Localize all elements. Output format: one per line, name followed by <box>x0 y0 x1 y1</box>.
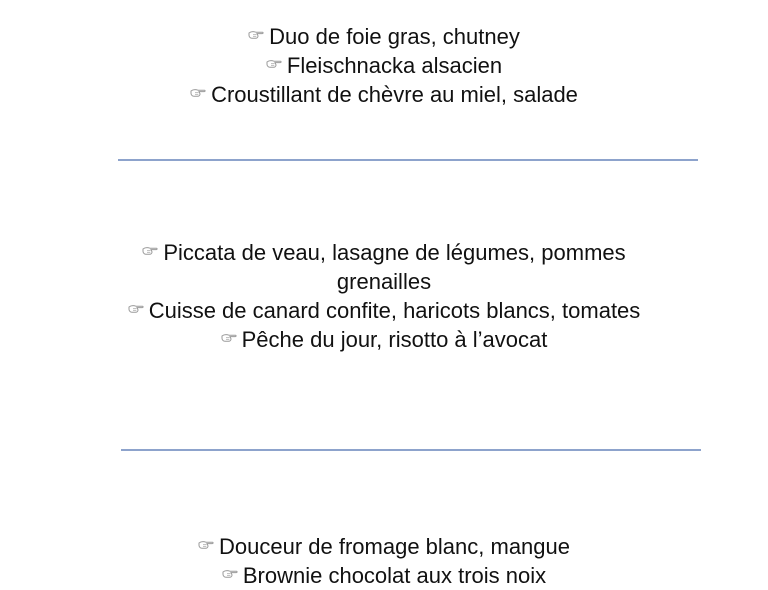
menu-item-text: Cuisse de canard confite, haricots blancs, tomates <box>148 298 641 323</box>
pointing-hand-icon <box>222 568 238 579</box>
menu-item-text: Brownie chocolat aux trois noix <box>242 563 547 588</box>
pointing-hand-icon <box>198 539 214 550</box>
pointing-hand-icon <box>248 29 264 40</box>
menu-item-text: Duo de foie gras, chutney <box>269 24 520 49</box>
menu-item <box>104 238 664 296</box>
menu-item-text: Piccata de veau, lasagne de légumes, pommes grenailles <box>163 240 626 294</box>
menu-item <box>0 296 768 325</box>
pointing-hand-icon <box>128 303 144 314</box>
menu-item <box>0 325 768 354</box>
menu-item-text: Croustillant de chèvre au miel, salade <box>211 82 578 107</box>
menu-item <box>0 51 768 80</box>
section-divider <box>121 449 701 451</box>
menu-item <box>0 532 768 561</box>
desserts-section <box>0 532 768 590</box>
pointing-hand-icon <box>221 332 237 343</box>
menu-item <box>0 80 768 109</box>
menu-item-text: Douceur de fromage blanc, mangue <box>219 534 570 559</box>
pointing-hand-icon <box>142 245 158 256</box>
section-divider <box>118 159 698 161</box>
pointing-hand-icon <box>190 87 206 98</box>
menu-item-text: Pêche du jour, risotto à l’avocat <box>241 327 548 352</box>
menu-item-text: Fleischnacka alsacien <box>286 53 503 78</box>
mains-section <box>0 238 768 354</box>
menu-item <box>0 22 768 51</box>
pointing-hand-icon <box>266 58 282 69</box>
starters-section <box>0 22 768 109</box>
